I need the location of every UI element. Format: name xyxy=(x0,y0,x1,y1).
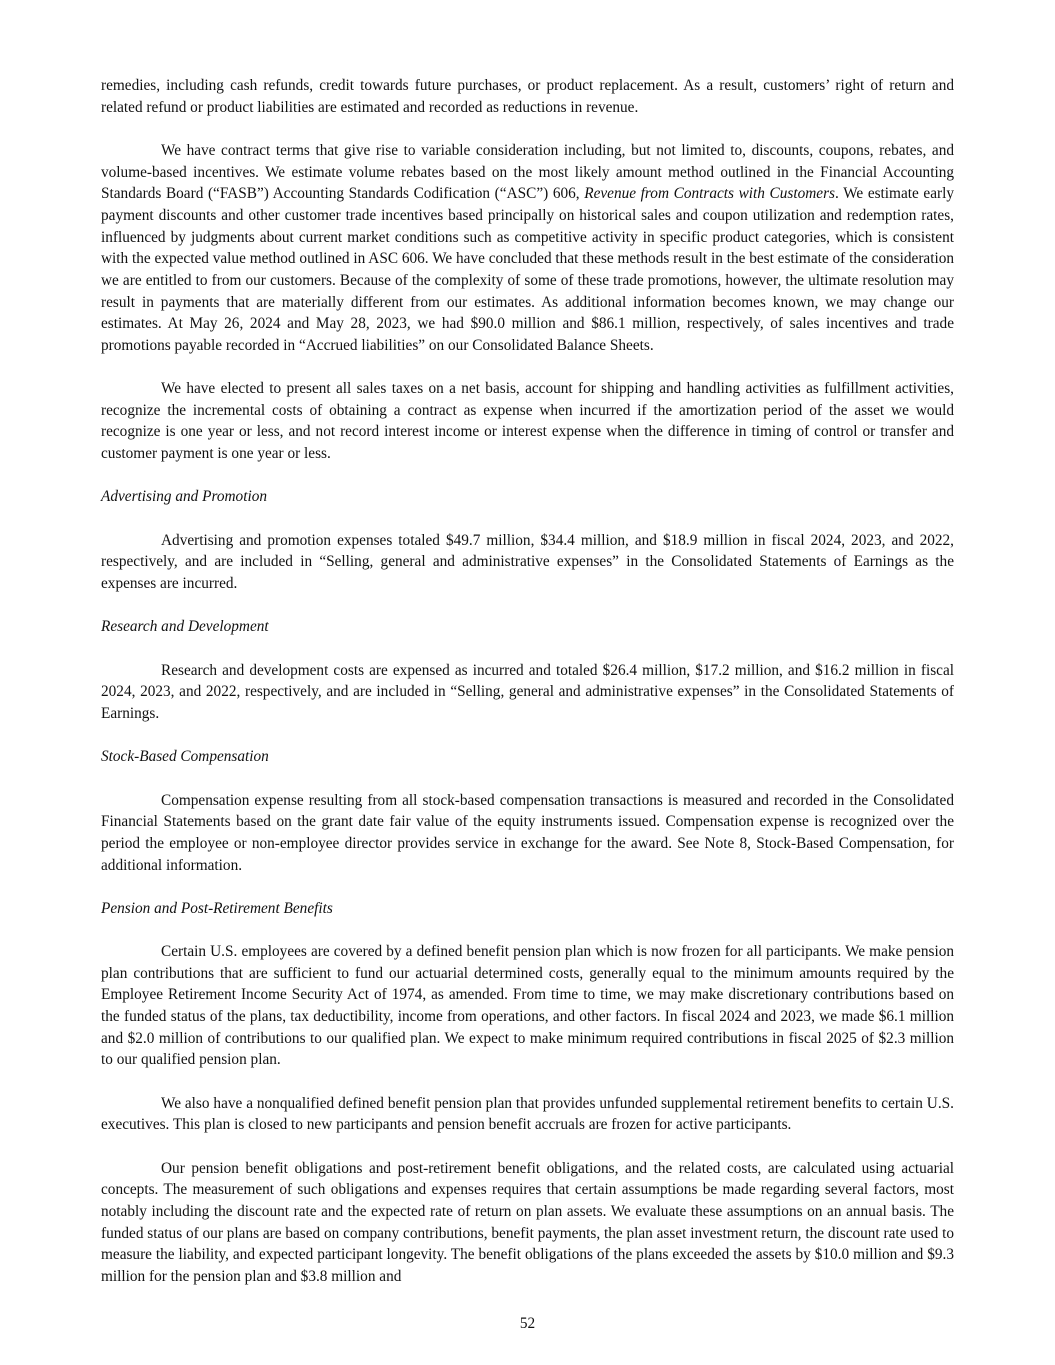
paragraph-sales-taxes: We have elected to present all sales taxes on a net basis, account for shipping and handling activities as fulfillment activities, recognize the incremental costs of obtaining a contract as expense when incurred if the amortization period of the asset we would recognize is one year or less, and not record interest income or interest expense when the difference in timing of control or transfer and customer payment is one year or less. xyxy=(101,380,954,463)
paragraph-returns: remedies, including cash refunds, credit towards future purchases, or product replacement. As a result, customers’ right of return and related refund or product liabilities are estimated and recorded as reductions in revenue. xyxy=(101,77,954,116)
paragraph-variable-consideration xyxy=(101,140,954,357)
section-heading-research: Research and Development xyxy=(101,618,269,636)
paragraph-pension-contributions: Certain U.S. employees are covered by a defined benefit pension plan which is now frozen for all participants. We make pension plan contributions that are sufficient to fund our actuarial determined costs, generally equal to the minimum amounts required by the Employee Retirement Income Security Act of 1974, as amended. From time to time, we may make discretionary contributions based on the funded status of the plans, tax deductibility, income from operations, and other factors. In fiscal 2024 and 2023, we made $6.1 million and $2.0 million of contributions to our qualified plan. We expect to make minimum required contributions in fiscal 2025 of $2.3 million to our qualified pension plan. xyxy=(101,943,954,1069)
paragraph-obligations: Our pension benefit obligations and post-retirement benefit obligations, and the related costs, are calculated using actuarial concepts. The measurement of such obligations and expenses requires that certain assumptions be made regarding several factors, most notably including the discount rate and the expected rate of return on plan assets. We evaluate these assumptions on an annual basis. The funded status of our plans are based on company contributions, benefit payments, the plan asset investment return, the discount rate used to measure the liability, and expected participant longevity. The benefit obligations of the plans exceeded the assets by $10.0 million and $9.3 million for the pension plan and $3.8 million and xyxy=(101,1159,955,1285)
section-heading-advertising: Advertising and Promotion xyxy=(101,488,267,506)
page-number: 52 xyxy=(519,1315,536,1332)
paragraph-nonqualified-plan: We also have a nonqualified defined benefit pension plan that provides unfunded supplemental retirement benefits to certain U.S. executives. This plan is closed to new participants and pension benefit accruals are frozen for active participants. xyxy=(101,1094,954,1134)
section-heading-stock-comp: Stock-Based Compensation xyxy=(101,748,269,766)
section-heading-pension: Pension and Post-Retirement Benefits xyxy=(101,899,333,917)
text-segment: We have contract terms that give rise to variable consideration including, but not limited to, discounts, coupons, rebates, and volume-based incentives. We estimate volume rebates based on the most likely amount method outlined in the Financial Accounting Standards Board (“FASB”) Accounting Standards Codification (“ASC”) 606, xyxy=(101,141,954,203)
paragraph-stock-comp: Compensation expense resulting from all stock-based compensation transactions is measured and recorded in the Consolidated Financial Statements based on the grant date fair value of the equity instruments issued. Compensation expense is recognized over the period the employee or non-employee director provides service in exchange for the award. See Note 8, Stock-Based Compensation, for additional information. xyxy=(101,791,954,874)
document-body xyxy=(101,75,954,1309)
text-segment: . We estimate early payment discounts and other customer trade incentives based principally on historical sales and coupon utilization and redemption rates, influenced by judgments about current market conditions such as competitive activity in specific product categories, which is consistent with the expected value method outlined in ASC 606. We have concluded that these methods result in the best estimate of the consideration we are entitled to from our customers. Because of the complexity of some of these trade promotions, however, the ultimate resolution may result in payments that are materially different from our estimates. As additional information becomes known, we may change our estimates. At May 26, 2024 and May 28, 2023, we had $90.0 million and $86.1 million, respectively, of sales incentives and trade promotions payable recorded in “Accrued liabilities” on our Consolidated Balance Sheets. xyxy=(101,185,954,354)
paragraph-research: Research and development costs are expensed as incurred and totaled $26.4 million, $17.2 million, and $16.2 million in fiscal 2024, 2023, and 2022, respectively, and are included in “Selling, general and administrative expenses” in the Consolidated Statements of Earnings. xyxy=(101,661,954,722)
italic-citation: Revenue from Contracts with Customers xyxy=(584,185,836,203)
paragraph-advertising: Advertising and promotion expenses totaled $49.7 million, $34.4 million, and $18.9 million in fiscal 2024, 2023, and 2022, respectively, and are included in “Selling, general and administrative expenses” in the Consolidated Statements of Earnings as the expenses are incurred. xyxy=(101,531,954,593)
